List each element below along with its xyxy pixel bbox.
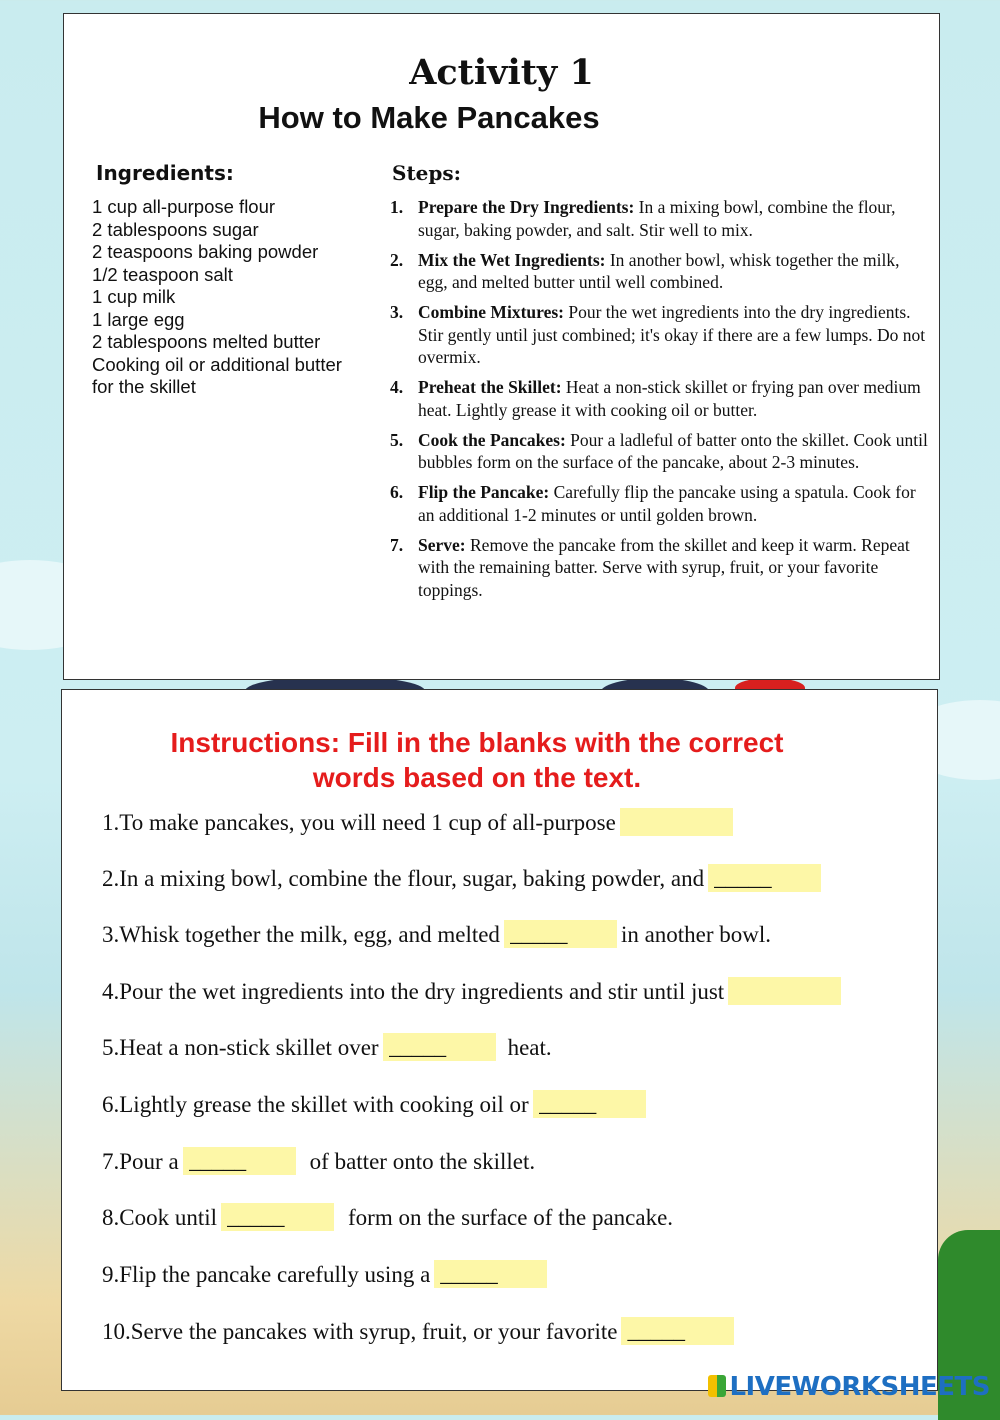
instructions-line: Instructions: Fill in the blanks with the correct [170, 727, 784, 758]
instructions-text [72, 725, 882, 795]
question-text-after: heat. [507, 1035, 552, 1060]
answer-blank-6[interactable] [533, 1090, 646, 1118]
exercise-panel [61, 689, 938, 1391]
ingredient-item: 1 large egg [92, 308, 185, 330]
question-text: 10.Serve the pancakes with syrup, fruit, or your favorite [102, 1319, 618, 1344]
step-text: Pour the wet ingredients into the dry ingredients. Stir gently until just combined; it's okay if there are a few lumps. Do not overmix. [418, 302, 926, 367]
question-text: 9.Flip the pancake carefully using a [102, 1262, 431, 1287]
answer-blank-8[interactable] [221, 1203, 334, 1231]
step-title: Combine Mixtures: [418, 302, 564, 322]
step-item [390, 249, 930, 294]
question-row [102, 1256, 551, 1288]
steps-heading: Steps: [392, 161, 462, 185]
step-number: 2. [390, 249, 404, 270]
question-text-after: form on the surface of the pancake. [348, 1205, 674, 1230]
step-number: 4. [390, 377, 404, 397]
answer-blank-3[interactable] [504, 920, 617, 948]
step-text: In another bowl, whisk together the milk, egg, and melted butter until well combined. [418, 249, 900, 292]
activity-title: Activity 1 [409, 52, 594, 93]
step-title: Prepare the Dry Ingredients: [418, 197, 635, 217]
steps-list [390, 196, 930, 609]
step-item [390, 534, 930, 602]
step-item [390, 376, 930, 421]
question-row [102, 860, 825, 892]
answer-blank-7[interactable] [183, 1147, 296, 1175]
question-row [102, 1086, 650, 1118]
question-text-after: of batter onto the skillet. [309, 1149, 536, 1174]
step-text: Heat a non-stick skillet or frying pan over medium heat. Lightly grease it with cooking oil or butter. [418, 377, 921, 420]
question-text-after: in another bowl. [620, 922, 772, 947]
step-title: Cook the Pancakes: [418, 429, 566, 450]
ingredient-item: 1/2 teaspoon salt [92, 263, 233, 285]
instructions-line: words based on the text. [312, 762, 642, 793]
step-text: Pour a ladleful of batter onto the skillet. Cook until bubbles form on the surface of the pancake, about 2-3 minutes. [418, 429, 928, 472]
ingredients-heading: Ingredients: [96, 161, 234, 185]
answer-blank-5[interactable] [383, 1033, 496, 1061]
question-text: 1.To make pancakes, you will need 1 cup of all-purpose [102, 810, 616, 835]
step-number: 6. [390, 482, 404, 502]
question-text: 6.Lightly grease the skillet with cooking oil or [102, 1092, 529, 1117]
liveworksheets-logo [708, 1372, 990, 1402]
question-text: 3.Whisk together the milk, egg, and melted [102, 922, 500, 947]
question-text: 8.Cook until [102, 1205, 218, 1230]
question-text: 2.In a mixing bowl, combine the flour, sugar, baking powder, and [102, 866, 705, 891]
question-text: 5.Heat a non-stick skillet over [102, 1035, 379, 1060]
ingredients-list [92, 196, 362, 399]
step-item [390, 481, 930, 526]
step-title: Serve: [418, 534, 466, 555]
ingredient-item: Cooking oil or additional butter for the skillet [92, 353, 342, 397]
step-title: Mix the Wet Ingredients: [418, 249, 606, 270]
ingredient-item: 2 tablespoons sugar [92, 218, 259, 240]
step-text: Carefully flip the pancake using a spatula. Cook for an additional 1-2 minutes or until golden brown. [418, 482, 916, 525]
answer-blank-10[interactable] [621, 1317, 734, 1345]
question-row [102, 1199, 673, 1231]
question-row [102, 1029, 552, 1061]
step-number: 3. [390, 302, 404, 322]
question-row [102, 916, 771, 948]
recipe-title: How to Make Pancakes [258, 100, 600, 135]
answer-blank-4[interactable] [728, 977, 841, 1005]
answer-blank-2[interactable] [708, 864, 821, 892]
question-row [102, 804, 737, 836]
step-item [390, 301, 930, 369]
step-item [390, 196, 930, 241]
answer-blank-9[interactable] [434, 1260, 547, 1288]
logo-text: LIVEWORKSHEETS [729, 1372, 990, 1402]
step-text: In a mixing bowl, combine the flour, sugar, baking powder, and salt. Stir well to mix. [418, 197, 896, 240]
ingredient-item: 2 tablespoons melted butter [92, 331, 321, 352]
question-text: 7.Pour a [102, 1149, 179, 1174]
step-number: 5. [390, 429, 404, 450]
question-row [102, 973, 845, 1005]
question-row [102, 1313, 738, 1345]
ingredient-item: 1 cup milk [92, 286, 176, 307]
step-text: Remove the pancake from the skillet and keep it warm. Repeat with the remaining batter. Serve with syrup, fruit, or your favorite toppings. [418, 534, 910, 600]
step-number: 7. [390, 534, 404, 555]
ingredient-item: 2 teaspoons baking powder [92, 241, 319, 262]
logo-icon [708, 1375, 726, 1397]
question-text: 4.Pour the wet ingredients into the dry ingredients and stir until just [102, 979, 725, 1004]
step-item [390, 429, 930, 474]
step-number: 1. [390, 197, 404, 217]
recipe-panel [63, 13, 940, 680]
step-title: Preheat the Skillet: [418, 377, 562, 397]
step-title: Flip the Pancake: [418, 482, 550, 502]
ingredient-item: 1 cup all-purpose flour [92, 196, 276, 217]
question-row [102, 1143, 535, 1175]
answer-blank-1[interactable] [620, 808, 733, 836]
